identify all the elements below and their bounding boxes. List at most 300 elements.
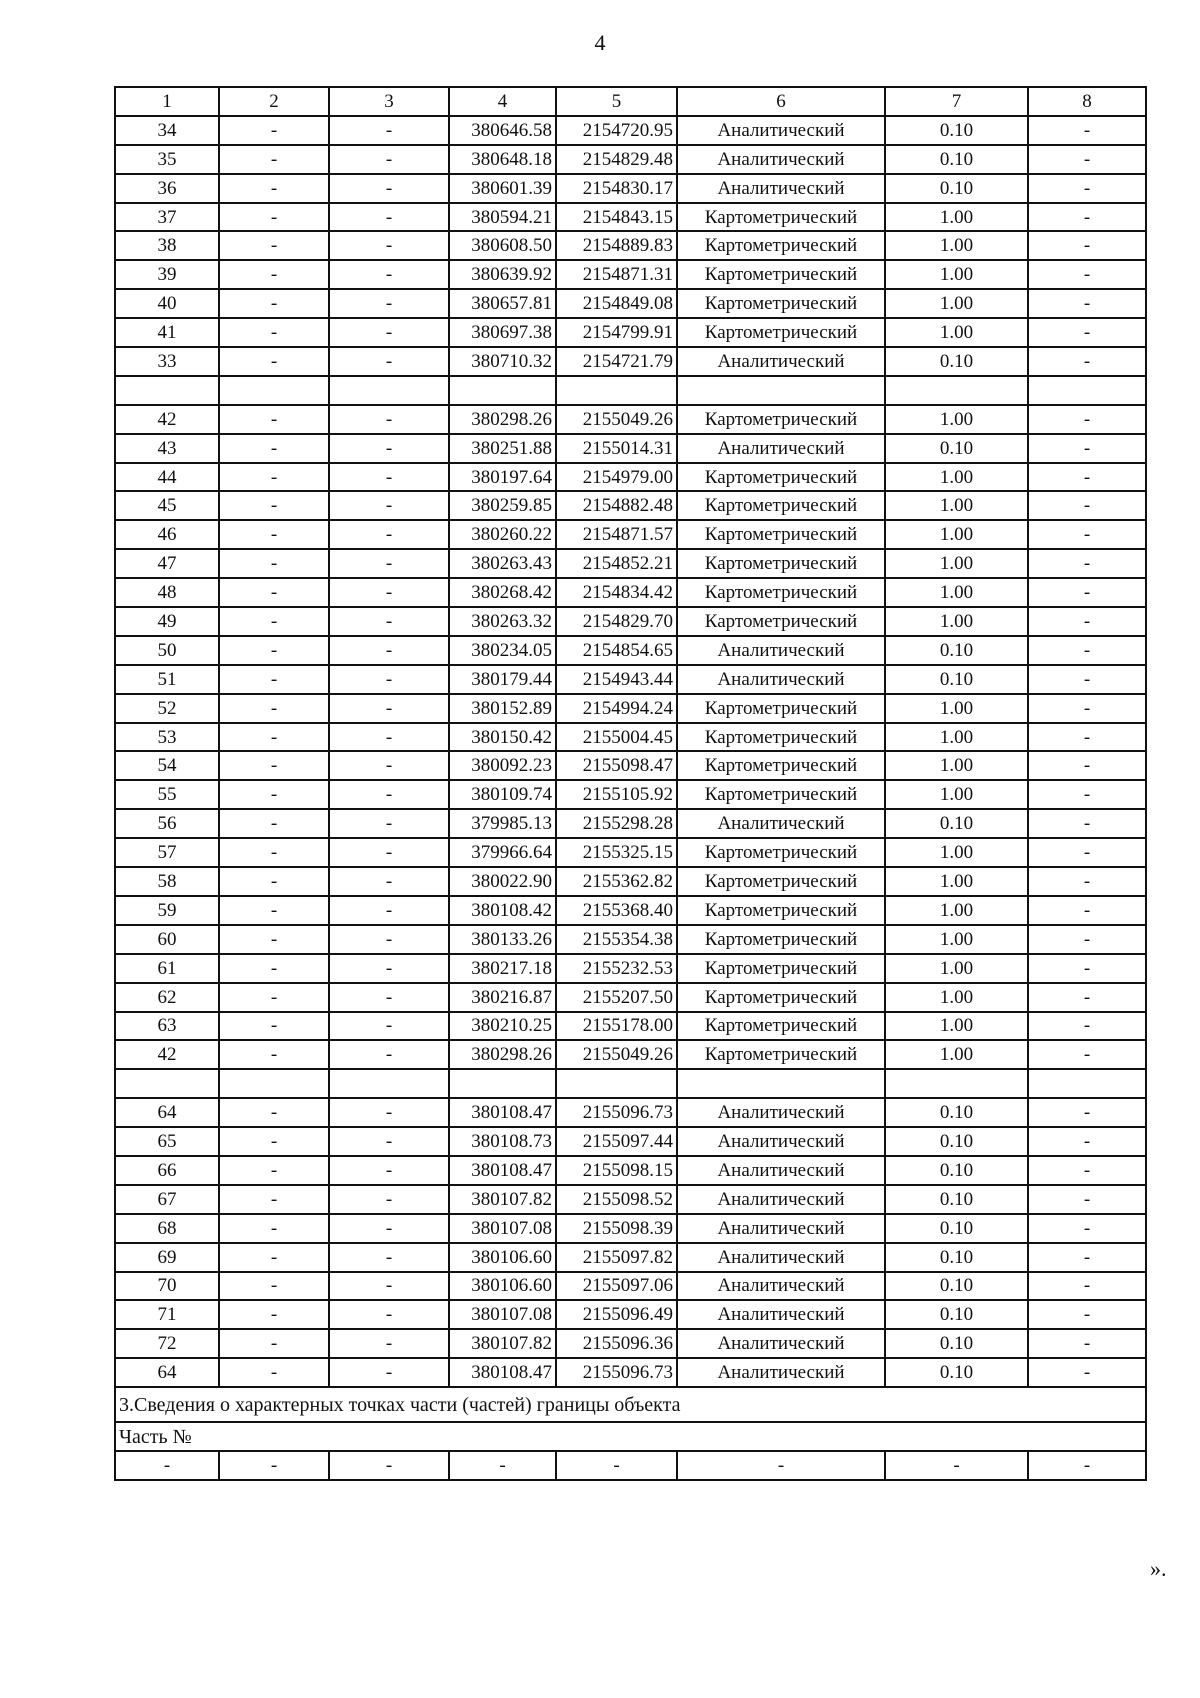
table-cell: - (219, 636, 329, 665)
table-cell: - (329, 491, 449, 520)
table-cell: - (219, 1243, 329, 1272)
table-row (115, 203, 1146, 232)
table-cell: - (329, 1358, 449, 1387)
table-cell: 57 (115, 838, 219, 867)
header-cell: 6 (677, 87, 885, 116)
header-cell: 5 (556, 87, 677, 116)
table-cell: 1.00 (885, 520, 1028, 549)
table-cell: 1.00 (885, 694, 1028, 723)
table-cell: - (329, 665, 449, 694)
table-cell: - (329, 607, 449, 636)
table-cell: 380251.88 (449, 434, 556, 463)
table-row (115, 289, 1146, 318)
table-cell: - (219, 1214, 329, 1243)
part-cell: - (1028, 1451, 1146, 1480)
table-cell: 1.00 (885, 289, 1028, 318)
table-row (115, 1329, 1146, 1358)
table-cell: - (219, 289, 329, 318)
table-cell: - (219, 231, 329, 260)
header-cell: 3 (329, 87, 449, 116)
table-cell: - (329, 1185, 449, 1214)
table-row (115, 318, 1146, 347)
table-cell: 0.10 (885, 1214, 1028, 1243)
table-row (115, 116, 1146, 145)
table-cell: 380710.32 (449, 347, 556, 376)
table-cell: - (329, 723, 449, 752)
table-row (115, 723, 1146, 752)
table-cell: - (329, 1243, 449, 1272)
table-cell: 0.10 (885, 145, 1028, 174)
table-cell: 0.10 (885, 1329, 1028, 1358)
table-cell: 69 (115, 1243, 219, 1272)
header-cell: 8 (1028, 87, 1146, 116)
table-cell: 380260.22 (449, 520, 556, 549)
table-cell: - (219, 1300, 329, 1329)
table-cell: - (219, 780, 329, 809)
table-cell: - (1028, 1272, 1146, 1301)
table-cell: 2154829.48 (556, 145, 677, 174)
table-cell: 2155014.31 (556, 434, 677, 463)
table-body (115, 116, 1146, 1387)
table-cell: Картометрический (677, 954, 885, 983)
table-row (115, 607, 1146, 636)
table-cell: - (1028, 665, 1146, 694)
table-cell: 62 (115, 983, 219, 1012)
table-cell: - (329, 838, 449, 867)
table-cell: 0.10 (885, 1156, 1028, 1185)
table-cell: 0.10 (885, 636, 1028, 665)
table-cell: 1.00 (885, 607, 1028, 636)
table-cell: 0.10 (885, 1127, 1028, 1156)
table-cell: 379985.13 (449, 809, 556, 838)
table-cell: - (1028, 405, 1146, 434)
table-cell: - (219, 1185, 329, 1214)
table-cell: - (1028, 289, 1146, 318)
table-cell: 380210.25 (449, 1012, 556, 1041)
table-cell: Аналитический (677, 636, 885, 665)
table-cell: - (1028, 520, 1146, 549)
table-cell: 68 (115, 1214, 219, 1243)
table-cell: - (219, 607, 329, 636)
table-cell: 380234.05 (449, 636, 556, 665)
table-cell: 43 (115, 434, 219, 463)
table-cell: 56 (115, 809, 219, 838)
table-cell: 1.00 (885, 751, 1028, 780)
table-cell: 41 (115, 318, 219, 347)
table-cell: - (219, 665, 329, 694)
table-cell: - (329, 1329, 449, 1358)
table-row (115, 463, 1146, 492)
table-cell (219, 1069, 329, 1098)
spacer-row (115, 1069, 1146, 1098)
table-cell: 2154882.48 (556, 491, 677, 520)
table-cell: Картометрический (677, 405, 885, 434)
table-cell: 63 (115, 1012, 219, 1041)
table-cell: 380107.08 (449, 1214, 556, 1243)
table-cell: 34 (115, 116, 219, 145)
table-cell: - (219, 896, 329, 925)
table-row (115, 520, 1146, 549)
table-cell: 380639.92 (449, 260, 556, 289)
table-cell: - (1028, 116, 1146, 145)
table-cell: 380657.81 (449, 289, 556, 318)
table-cell: - (1028, 1012, 1146, 1041)
table-row (115, 925, 1146, 954)
table-cell: - (1028, 607, 1146, 636)
table-cell: - (219, 809, 329, 838)
coordinates-table (114, 86, 1147, 1481)
table-cell: - (329, 983, 449, 1012)
table-row (115, 1185, 1146, 1214)
table-cell: - (329, 636, 449, 665)
table-cell: 380108.42 (449, 896, 556, 925)
table-row (115, 1156, 1146, 1185)
table-cell: 2155004.45 (556, 723, 677, 752)
table-row (115, 1243, 1146, 1272)
table-cell (115, 376, 219, 405)
table-cell: - (1028, 751, 1146, 780)
table-cell (1028, 1069, 1146, 1098)
table-cell (115, 1069, 219, 1098)
table-cell: 53 (115, 723, 219, 752)
table-cell: 1.00 (885, 925, 1028, 954)
table-cell: 380217.18 (449, 954, 556, 983)
table-cell (677, 376, 885, 405)
table-cell: 2154871.31 (556, 260, 677, 289)
table-row (115, 636, 1146, 665)
table-cell: 50 (115, 636, 219, 665)
table-cell: Картометрический (677, 983, 885, 1012)
table-cell: 0.10 (885, 174, 1028, 203)
table-cell: 380298.26 (449, 1040, 556, 1069)
table-cell: - (219, 1127, 329, 1156)
table-cell: - (329, 1214, 449, 1243)
table-cell: Картометрический (677, 838, 885, 867)
table-cell: - (1028, 578, 1146, 607)
table-cell: Картометрический (677, 260, 885, 289)
table-cell: 380608.50 (449, 231, 556, 260)
part-label-row (115, 1422, 1146, 1451)
table-cell: - (1028, 867, 1146, 896)
table-cell: 1.00 (885, 405, 1028, 434)
table-cell (556, 1069, 677, 1098)
table-cell: 2154994.24 (556, 694, 677, 723)
table-cell: 36 (115, 174, 219, 203)
table-cell: 0.10 (885, 665, 1028, 694)
table-cell: Картометрический (677, 289, 885, 318)
table-cell: 2154721.79 (556, 347, 677, 376)
table-cell: - (219, 1012, 329, 1041)
table-cell: 2154830.17 (556, 174, 677, 203)
table-cell: 380601.39 (449, 174, 556, 203)
table-cell: 380697.38 (449, 318, 556, 347)
table-cell: 2155049.26 (556, 1040, 677, 1069)
table-cell: Картометрический (677, 751, 885, 780)
table-cell: 380107.82 (449, 1329, 556, 1358)
table-cell: - (1028, 549, 1146, 578)
table-cell: 1.00 (885, 1012, 1028, 1041)
table-cell: Картометрический (677, 549, 885, 578)
table-cell: 2155097.44 (556, 1127, 677, 1156)
table-cell: 379966.64 (449, 838, 556, 867)
table-cell: - (329, 780, 449, 809)
table-cell: - (329, 1272, 449, 1301)
table-cell: Картометрический (677, 231, 885, 260)
table-cell: - (329, 434, 449, 463)
table-cell: 1.00 (885, 203, 1028, 232)
table-cell: 2155049.26 (556, 405, 677, 434)
table-row (115, 1012, 1146, 1041)
table-cell: 0.10 (885, 1272, 1028, 1301)
table-cell: 0.10 (885, 1098, 1028, 1127)
table-cell: - (329, 1040, 449, 1069)
table-cell: 1.00 (885, 954, 1028, 983)
table-cell: 40 (115, 289, 219, 318)
table-cell: 380263.32 (449, 607, 556, 636)
table-cell: 1.00 (885, 491, 1028, 520)
table-cell: - (219, 405, 329, 434)
table-row (115, 896, 1146, 925)
table-cell: 2155098.39 (556, 1214, 677, 1243)
table-row (115, 954, 1146, 983)
table-cell: 2154854.65 (556, 636, 677, 665)
table-cell: 2155232.53 (556, 954, 677, 983)
table-cell (449, 376, 556, 405)
table-cell: Картометрический (677, 1012, 885, 1041)
table-cell (885, 376, 1028, 405)
table-cell (449, 1069, 556, 1098)
table-cell: - (1028, 983, 1146, 1012)
table-cell: - (329, 1098, 449, 1127)
table-cell: 2155362.82 (556, 867, 677, 896)
part-cell: - (115, 1451, 219, 1480)
table-cell: - (329, 809, 449, 838)
table-cell: 1.00 (885, 780, 1028, 809)
table-cell: 380108.47 (449, 1156, 556, 1185)
table-cell: Аналитический (677, 1272, 885, 1301)
table-cell: - (1028, 694, 1146, 723)
part-cell: - (556, 1451, 677, 1480)
table-cell: 380648.18 (449, 145, 556, 174)
table-cell: 2155298.28 (556, 809, 677, 838)
table-cell: - (219, 1098, 329, 1127)
table-cell: Картометрический (677, 520, 885, 549)
table-cell: 380108.47 (449, 1358, 556, 1387)
table-cell: - (219, 1329, 329, 1358)
table-cell: 48 (115, 578, 219, 607)
table-cell: 1.00 (885, 318, 1028, 347)
table-cell (219, 376, 329, 405)
table-cell: 42 (115, 405, 219, 434)
table-cell: - (329, 405, 449, 434)
table-cell: 380298.26 (449, 405, 556, 434)
table-cell (1028, 376, 1146, 405)
table-cell: - (1028, 1243, 1146, 1272)
part-label: Часть № (115, 1422, 1146, 1451)
table-cell: 380150.42 (449, 723, 556, 752)
table-cell: 67 (115, 1185, 219, 1214)
header-cell: 7 (885, 87, 1028, 116)
table-cell: Картометрический (677, 1040, 885, 1069)
table-cell: 0.10 (885, 116, 1028, 145)
table-row (115, 174, 1146, 203)
table-cell: - (329, 751, 449, 780)
table-cell: - (219, 434, 329, 463)
table-cell: 52 (115, 694, 219, 723)
table-cell: - (1028, 491, 1146, 520)
table-cell: - (329, 231, 449, 260)
table-cell: 60 (115, 925, 219, 954)
table-cell: 1.00 (885, 260, 1028, 289)
table-cell: 2155207.50 (556, 983, 677, 1012)
table-cell: 35 (115, 145, 219, 174)
table-cell: Аналитический (677, 1243, 885, 1272)
table-cell: 0.10 (885, 1358, 1028, 1387)
table-cell: - (329, 520, 449, 549)
table-row (115, 983, 1146, 1012)
table-cell: Картометрический (677, 491, 885, 520)
table-cell: 380197.64 (449, 463, 556, 492)
table-cell: - (219, 723, 329, 752)
table-cell: 1.00 (885, 983, 1028, 1012)
table-cell: - (329, 954, 449, 983)
table-cell: Аналитический (677, 1185, 885, 1214)
table-cell: 0.10 (885, 347, 1028, 376)
table-cell: 1.00 (885, 231, 1028, 260)
table-cell: - (1028, 463, 1146, 492)
table-cell: Аналитический (677, 116, 885, 145)
table-cell: - (219, 260, 329, 289)
table-cell: - (1028, 1300, 1146, 1329)
table-cell (329, 1069, 449, 1098)
table-row (115, 1300, 1146, 1329)
table-cell: Картометрический (677, 318, 885, 347)
table-cell: 2155097.06 (556, 1272, 677, 1301)
table-cell: - (1028, 1040, 1146, 1069)
table-cell: 64 (115, 1098, 219, 1127)
table-cell: 58 (115, 867, 219, 896)
table-cell: 380107.08 (449, 1300, 556, 1329)
table-cell: 380109.74 (449, 780, 556, 809)
table-row (115, 405, 1146, 434)
table-cell: - (1028, 231, 1146, 260)
table-cell: - (219, 954, 329, 983)
table-cell: 2155325.15 (556, 838, 677, 867)
page-number: 4 (594, 30, 606, 55)
table-cell: 2154849.08 (556, 289, 677, 318)
table-cell: 64 (115, 1358, 219, 1387)
table-cell: 2155096.73 (556, 1358, 677, 1387)
table-row (115, 1214, 1146, 1243)
table-row (115, 1098, 1146, 1127)
table-row (115, 665, 1146, 694)
table-cell: 2154720.95 (556, 116, 677, 145)
table-cell: Аналитический (677, 145, 885, 174)
table-cell: - (1028, 954, 1146, 983)
table-cell: - (219, 318, 329, 347)
closing-quote: ». (1150, 1556, 1167, 1581)
table-cell: Аналитический (677, 1127, 885, 1156)
table-cell: - (219, 1156, 329, 1185)
table-cell: 380259.85 (449, 491, 556, 520)
table-cell: 38 (115, 231, 219, 260)
table-cell: 2155178.00 (556, 1012, 677, 1041)
table-row (115, 578, 1146, 607)
table-cell: 49 (115, 607, 219, 636)
table-cell: - (219, 491, 329, 520)
table-cell: 2154889.83 (556, 231, 677, 260)
table-row (115, 1358, 1146, 1387)
table-cell: - (219, 838, 329, 867)
part-cell: - (219, 1451, 329, 1480)
part-row (115, 1451, 1146, 1480)
table-cell: - (219, 174, 329, 203)
table-cell: - (219, 520, 329, 549)
table-cell: Картометрический (677, 896, 885, 925)
table-cell: Аналитический (677, 1156, 885, 1185)
table-cell: - (329, 1012, 449, 1041)
table-cell: Картометрический (677, 578, 885, 607)
table-cell: 46 (115, 520, 219, 549)
table-cell: - (1028, 1127, 1146, 1156)
table-cell: 66 (115, 1156, 219, 1185)
table-cell: Картометрический (677, 463, 885, 492)
table-cell: - (219, 925, 329, 954)
table-cell: 2154852.21 (556, 549, 677, 578)
table-row (115, 1040, 1146, 1069)
table-row (115, 1127, 1146, 1156)
table-cell: 380107.82 (449, 1185, 556, 1214)
table-cell: - (1028, 723, 1146, 752)
table-cell: 72 (115, 1329, 219, 1358)
table-cell: Картометрический (677, 607, 885, 636)
table-cell: 380268.42 (449, 578, 556, 607)
table-row (115, 809, 1146, 838)
table-cell: - (219, 347, 329, 376)
table-cell: 2155096.36 (556, 1329, 677, 1358)
header-cell: 4 (449, 87, 556, 116)
table-cell: - (329, 318, 449, 347)
table-cell: - (329, 867, 449, 896)
table-cell: 380152.89 (449, 694, 556, 723)
table-cell: 2154799.91 (556, 318, 677, 347)
table-cell: 61 (115, 954, 219, 983)
table-cell: 59 (115, 896, 219, 925)
table-cell: Картометрический (677, 203, 885, 232)
table-cell: - (219, 549, 329, 578)
table-cell: - (1028, 203, 1146, 232)
table-cell: Аналитический (677, 1358, 885, 1387)
table-cell: 2155097.82 (556, 1243, 677, 1272)
table-cell: 45 (115, 491, 219, 520)
table-cell: 1.00 (885, 463, 1028, 492)
part-cell: - (677, 1451, 885, 1480)
table-row (115, 867, 1146, 896)
table-cell: - (1028, 809, 1146, 838)
table-cell: - (1028, 260, 1146, 289)
table-cell: 2154829.70 (556, 607, 677, 636)
table-row (115, 751, 1146, 780)
table-cell: 47 (115, 549, 219, 578)
table-cell: - (329, 896, 449, 925)
table-cell: - (329, 260, 449, 289)
table-cell: - (329, 925, 449, 954)
table-cell: Аналитический (677, 809, 885, 838)
header-row (115, 87, 1146, 116)
table-row (115, 549, 1146, 578)
table-cell: 71 (115, 1300, 219, 1329)
table-cell: - (1028, 1329, 1146, 1358)
